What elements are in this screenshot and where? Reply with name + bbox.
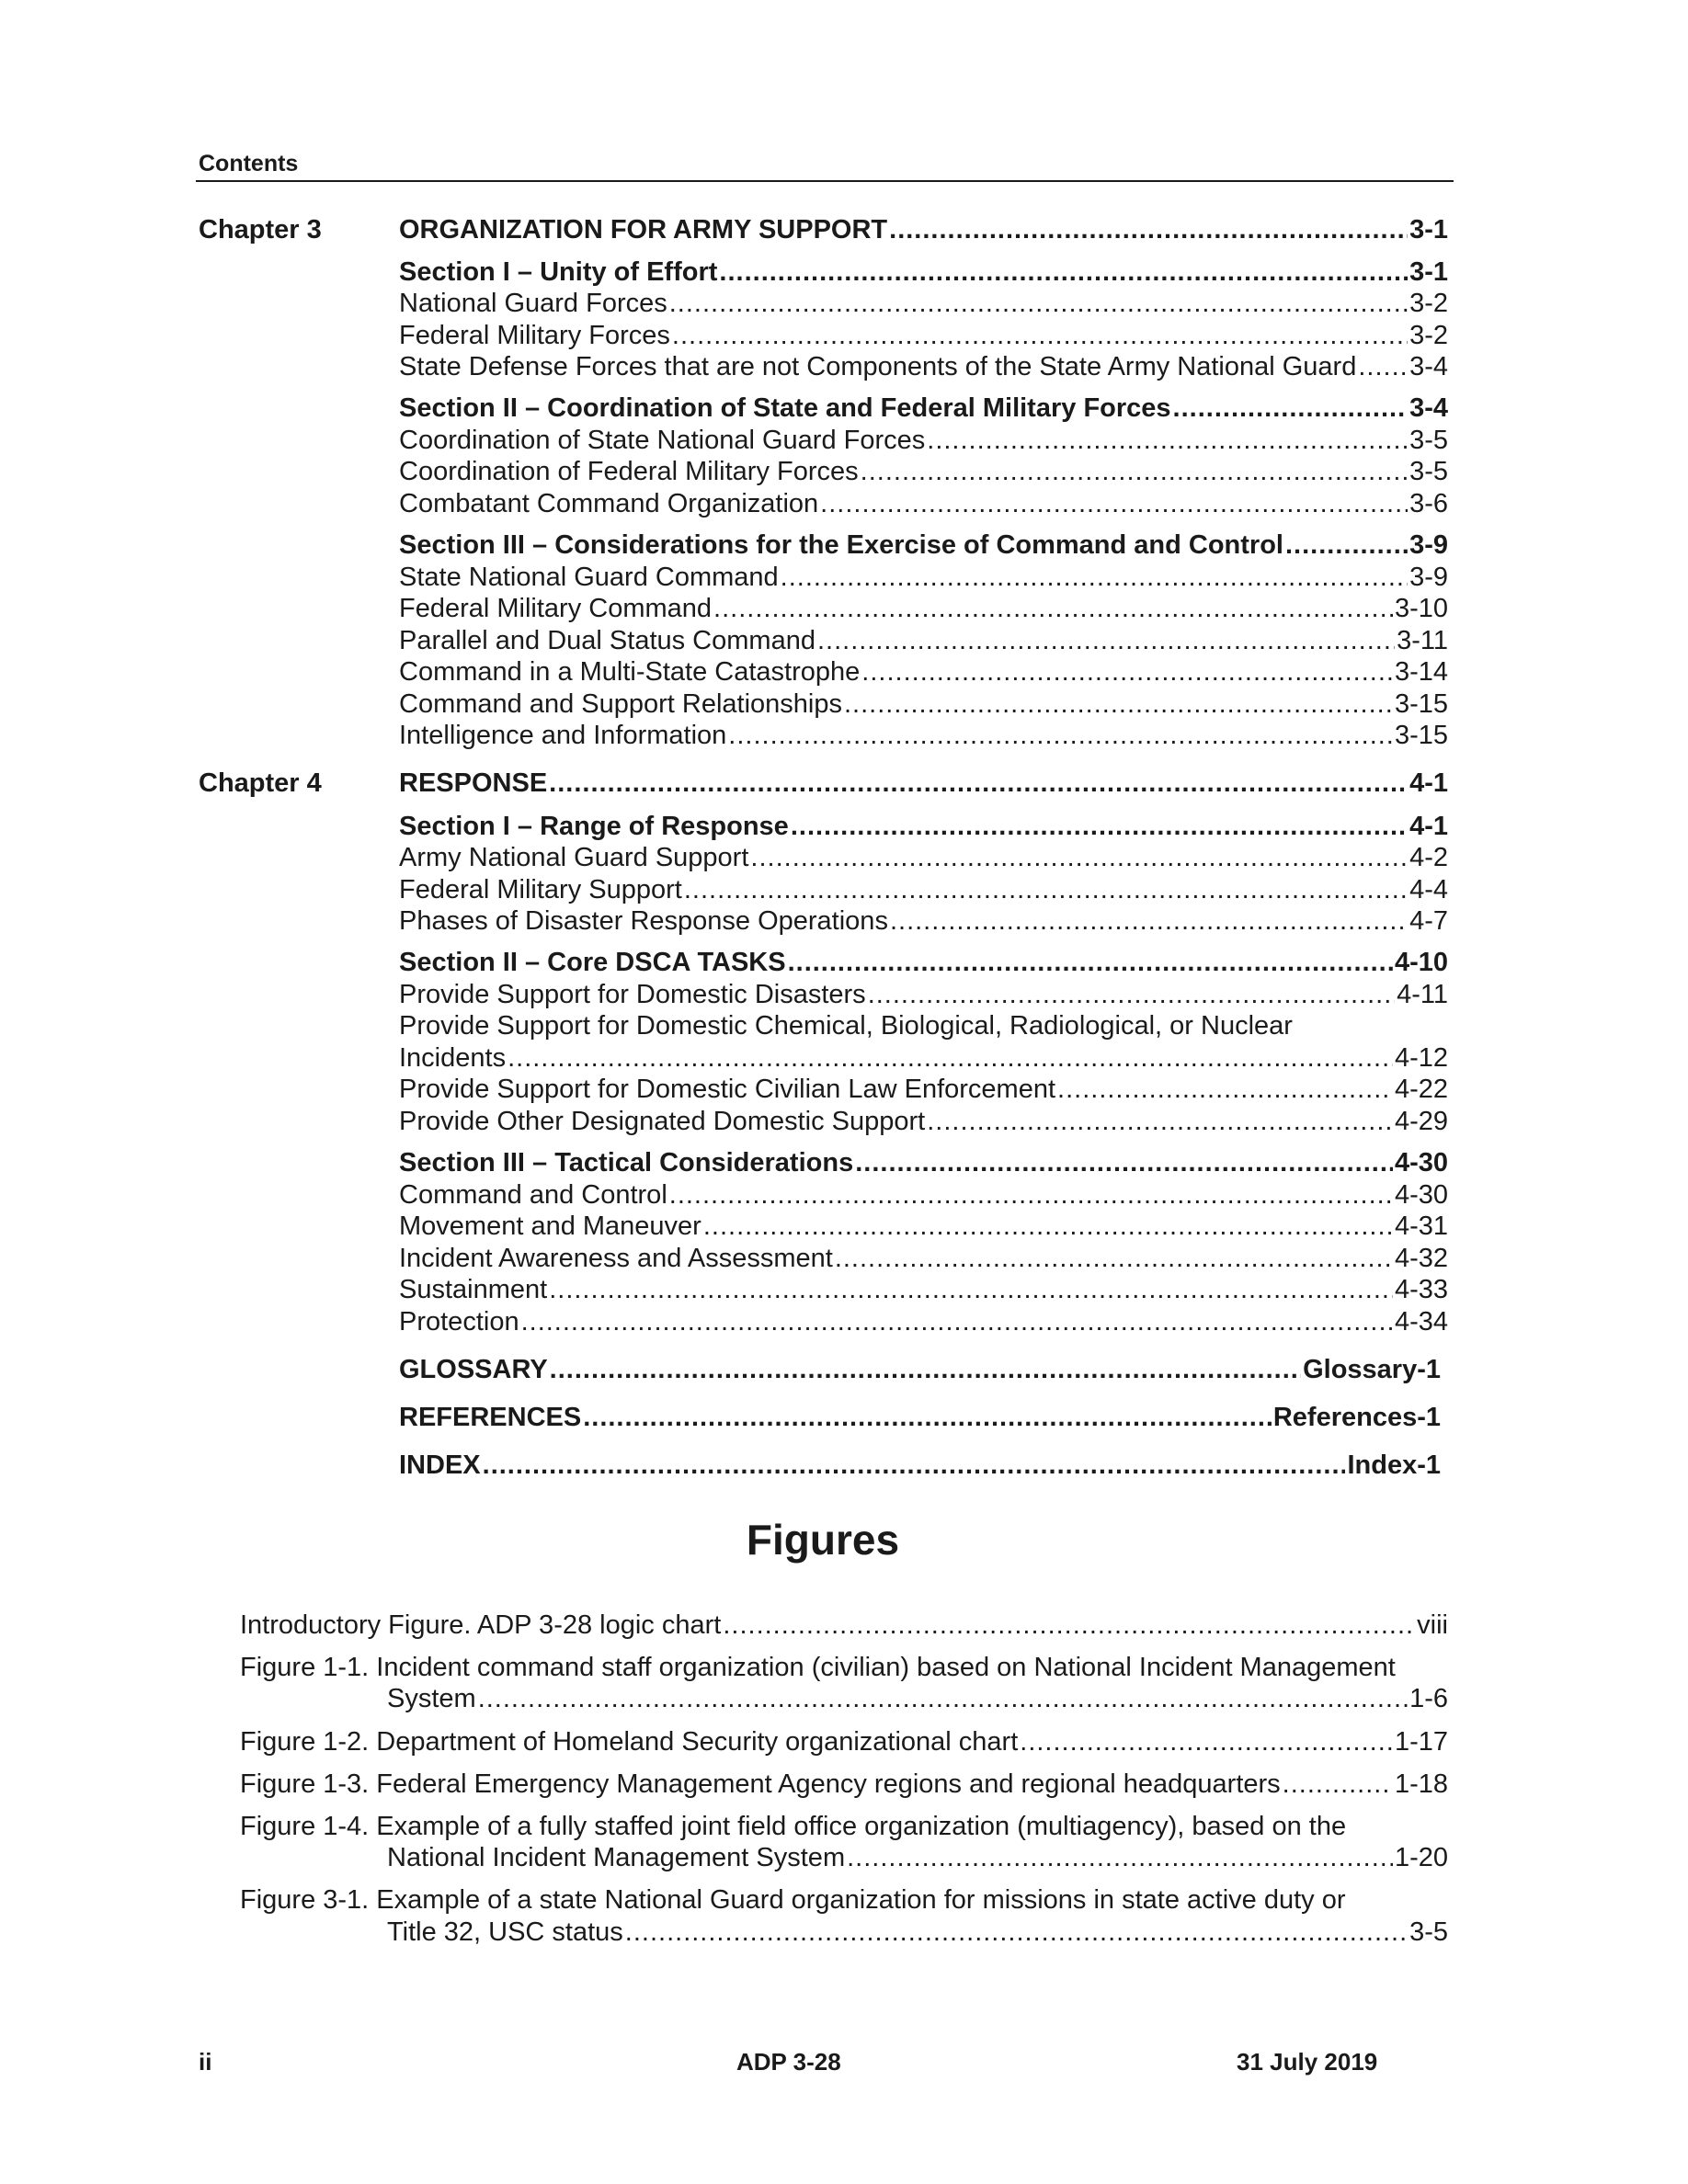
dot-leader xyxy=(868,980,1395,1009)
toc-entry[interactable] xyxy=(399,352,1448,381)
toc-title: Federal Military Forces xyxy=(399,321,670,350)
dot-leader xyxy=(669,1180,1393,1210)
toc-page: 4-4 xyxy=(1409,875,1448,904)
toc-title: State National Guard Command xyxy=(399,563,779,592)
toc-page: 3-1 xyxy=(1409,215,1448,245)
dot-leader xyxy=(750,843,1408,872)
dot-leader xyxy=(847,1843,1393,1872)
toc-page: 4-7 xyxy=(1409,906,1448,936)
dot-leader xyxy=(781,563,1408,592)
toc-page: 4-1 xyxy=(1409,768,1448,798)
toc-title: Coordination of Federal Military Forces xyxy=(399,457,859,486)
toc-entry-references[interactable] xyxy=(399,1403,1441,1432)
toc-title: Coordination of State National Guard Forces xyxy=(399,426,926,455)
chapter-4-label: Chapter 4 xyxy=(199,768,322,798)
toc-title: Command and Control xyxy=(399,1180,667,1210)
toc-entry[interactable] xyxy=(399,1244,1448,1273)
toc-page: 3-9 xyxy=(1409,563,1448,592)
toc-page: References-1 xyxy=(1272,1403,1441,1432)
toc-entry[interactable] xyxy=(399,875,1448,904)
figure-page: 1-18 xyxy=(1394,1769,1448,1799)
toc-title: Incidents xyxy=(399,1043,507,1073)
toc-entry[interactable] xyxy=(399,657,1448,687)
dot-leader xyxy=(478,1684,1408,1713)
toc-page: 3-5 xyxy=(1409,457,1448,486)
toc-entry[interactable] xyxy=(399,289,1448,318)
figure-title: System xyxy=(387,1684,476,1713)
toc-page: 4-12 xyxy=(1394,1043,1448,1073)
toc-page: 3-15 xyxy=(1394,721,1448,750)
toc-page: 4-30 xyxy=(1394,1148,1448,1177)
toc-title: Command in a Multi-State Catastrophe xyxy=(399,657,861,687)
toc-title: Movement and Maneuver xyxy=(399,1211,701,1241)
toc-title: INDEX xyxy=(399,1450,481,1480)
figure-entry[interactable] xyxy=(240,1727,1448,1757)
figure-entry-line1[interactable]: Figure 1-1. Incident command staff organization (civilian) based on National Incident Management xyxy=(240,1653,1396,1682)
toc-entry[interactable] xyxy=(399,1075,1448,1104)
toc-entry[interactable] xyxy=(399,321,1448,350)
toc-title: Phases of Disaster Response Operations xyxy=(399,906,888,936)
toc-title: Section II – Coordination of State and Federal Military Forces xyxy=(399,393,1171,423)
toc-page: 4-33 xyxy=(1394,1275,1448,1304)
toc-entry[interactable] xyxy=(399,906,1448,936)
footer-page-number: ii xyxy=(199,2048,212,2076)
toc-entry[interactable] xyxy=(399,1043,1448,1073)
footer-date: 31 July 2019 xyxy=(1237,2048,1378,2076)
toc-title: Federal Military Command xyxy=(399,594,713,623)
toc-title: National Guard Forces xyxy=(399,289,667,318)
toc-entry[interactable] xyxy=(399,426,1448,455)
dot-leader xyxy=(669,289,1408,318)
toc-page: 3-1 xyxy=(1409,257,1448,287)
figure-page: 1-20 xyxy=(1394,1843,1448,1872)
toc-entry[interactable] xyxy=(399,626,1448,655)
toc-page: Index-1 xyxy=(1347,1450,1441,1480)
dot-leader xyxy=(861,657,1393,687)
toc-page: 3-15 xyxy=(1394,689,1448,719)
page-header-label: Contents xyxy=(199,151,299,176)
dot-leader xyxy=(791,812,1408,841)
toc-title: State Defense Forces that are not Components of the State Army National Guard xyxy=(399,352,1357,381)
figure-entry-line1[interactable]: Figure 3-1. Example of a state National Guard organization for missions in state active duty or xyxy=(240,1885,1346,1915)
figure-title: Title 32, USC status xyxy=(387,1917,623,1947)
dot-leader xyxy=(1283,1769,1393,1799)
toc-title: REFERENCES xyxy=(399,1403,582,1432)
toc-entry-continued[interactable]: Provide Support for Domestic Chemical, Biological, Radiological, or Nuclear xyxy=(399,1011,1293,1041)
figure-entry[interactable] xyxy=(387,1684,1448,1713)
toc-entry[interactable] xyxy=(399,1211,1448,1241)
toc-page: 4-22 xyxy=(1394,1075,1448,1104)
toc-entry[interactable] xyxy=(399,489,1448,518)
toc-title: Section II – Core DSCA TASKS xyxy=(399,948,786,977)
toc-page: 4-11 xyxy=(1397,980,1448,1009)
toc-entry[interactable] xyxy=(399,215,1448,245)
toc-entry[interactable] xyxy=(399,948,1448,977)
dot-leader xyxy=(549,1275,1393,1304)
toc-title: Sustainment xyxy=(399,1275,548,1304)
dot-leader xyxy=(927,426,1408,455)
dot-leader xyxy=(1358,352,1408,381)
toc-page: 4-30 xyxy=(1394,1180,1448,1210)
toc-title: GLOSSARY xyxy=(399,1355,548,1384)
toc-page: 3-2 xyxy=(1409,289,1448,318)
dot-leader xyxy=(890,906,1408,936)
figure-page: 1-6 xyxy=(1409,1684,1448,1713)
figure-title: Figure 1-2. Department of Homeland Security organizational chart xyxy=(240,1727,1019,1757)
dot-leader xyxy=(549,768,1408,798)
toc-page: 3-6 xyxy=(1409,489,1448,518)
toc-entry[interactable] xyxy=(399,530,1448,560)
dot-leader xyxy=(889,215,1408,245)
header-rule xyxy=(196,180,1454,182)
dot-leader xyxy=(1020,1727,1393,1757)
toc-entry[interactable] xyxy=(399,1180,1448,1210)
dot-leader xyxy=(1057,1075,1393,1104)
dot-leader xyxy=(583,1403,1272,1432)
figure-entry-line1[interactable]: Figure 1-4. Example of a fully staffed joint field office organization (multiagency), based on the xyxy=(240,1812,1347,1841)
dot-leader xyxy=(719,257,1408,287)
dot-leader xyxy=(684,875,1408,904)
toc-title: Section III – Tactical Considerations xyxy=(399,1148,854,1177)
toc-title: Parallel and Dual Status Command xyxy=(399,626,815,655)
dot-leader xyxy=(672,321,1408,350)
toc-title: Section I – Unity of Effort xyxy=(399,257,718,287)
toc-entry-glossary[interactable] xyxy=(399,1355,1441,1384)
chapter-3-label: Chapter 3 xyxy=(199,215,322,245)
dot-leader xyxy=(788,948,1393,977)
toc-entry[interactable] xyxy=(399,1107,1448,1136)
toc-title: Protection xyxy=(399,1307,519,1337)
toc-title: Provide Support for Domestic Disasters xyxy=(399,980,866,1009)
dot-leader xyxy=(728,721,1393,750)
toc-page: 4-10 xyxy=(1394,948,1448,977)
toc-page: 3-2 xyxy=(1409,321,1448,350)
toc-title: Intelligence and Information xyxy=(399,721,727,750)
toc-title: Federal Military Support xyxy=(399,875,682,904)
dot-leader xyxy=(835,1244,1393,1273)
toc-title: Incident Awareness and Assessment xyxy=(399,1244,833,1273)
toc-entry[interactable] xyxy=(399,594,1448,623)
footer-publication: ADP 3-28 xyxy=(736,2048,841,2076)
toc-page: 3-5 xyxy=(1409,426,1448,455)
toc-entry[interactable] xyxy=(399,457,1448,486)
figure-title: Figure 1-3. Federal Emergency Management Agency regions and regional headquarters xyxy=(240,1769,1281,1799)
figure-page: 3-5 xyxy=(1409,1917,1448,1947)
figure-entry[interactable] xyxy=(240,1610,1448,1640)
toc-title: Command and Support Relationships xyxy=(399,689,842,719)
dot-leader xyxy=(1285,530,1408,560)
toc-page: 3-10 xyxy=(1394,594,1448,623)
toc-entry[interactable] xyxy=(399,843,1448,872)
toc-page: 4-1 xyxy=(1409,812,1448,841)
toc-page: 4-32 xyxy=(1394,1244,1448,1273)
toc-page: 3-4 xyxy=(1409,352,1448,381)
dot-leader xyxy=(927,1107,1393,1136)
figure-entry[interactable] xyxy=(387,1843,1448,1872)
dot-leader xyxy=(625,1917,1408,1947)
toc-page: 3-11 xyxy=(1397,626,1448,655)
toc-entry[interactable] xyxy=(399,1275,1448,1304)
dot-leader xyxy=(703,1211,1393,1241)
toc-page: 4-31 xyxy=(1394,1211,1448,1241)
figure-title: Introductory Figure. ADP 3-28 logic chart xyxy=(240,1610,722,1640)
toc-page: 4-34 xyxy=(1394,1307,1448,1337)
toc-entry[interactable] xyxy=(399,257,1448,287)
dot-leader xyxy=(508,1043,1393,1073)
figure-title: National Incident Management System xyxy=(387,1843,846,1872)
toc-entry[interactable] xyxy=(399,721,1448,750)
figure-entry[interactable] xyxy=(387,1917,1448,1947)
dot-leader xyxy=(844,689,1393,719)
toc-entry-index[interactable] xyxy=(399,1450,1441,1480)
toc-entry[interactable] xyxy=(399,1307,1448,1337)
dot-leader xyxy=(521,1307,1393,1337)
figure-page: viii xyxy=(1417,1610,1448,1640)
toc-page: 3-4 xyxy=(1409,393,1448,423)
figure-page: 1-17 xyxy=(1394,1727,1448,1757)
toc-title: Section III – Considerations for the Exercise of Command and Control xyxy=(399,530,1283,560)
toc-title: Provide Support for Domestic Civilian Law Enforcement xyxy=(399,1075,1056,1104)
dot-leader xyxy=(723,1610,1415,1640)
toc-entry[interactable] xyxy=(399,1148,1448,1177)
toc-entry[interactable] xyxy=(399,563,1448,592)
toc-entry[interactable] xyxy=(399,768,1448,798)
dot-leader xyxy=(550,1355,1301,1384)
toc-page: 3-9 xyxy=(1409,530,1448,560)
dot-leader xyxy=(820,489,1408,518)
dot-leader xyxy=(861,457,1408,486)
toc-title: Provide Other Designated Domestic Support xyxy=(399,1107,926,1136)
dot-leader xyxy=(817,626,1395,655)
toc-entry[interactable] xyxy=(399,980,1448,1009)
figure-entry[interactable] xyxy=(240,1769,1448,1799)
dot-leader xyxy=(483,1450,1346,1480)
toc-title: Section I – Range of Response xyxy=(399,812,789,841)
toc-entry[interactable] xyxy=(399,689,1448,719)
toc-title: ORGANIZATION FOR ARMY SUPPORT xyxy=(399,215,888,245)
toc-title: RESPONSE xyxy=(399,768,548,798)
toc-page: 3-14 xyxy=(1394,657,1448,687)
toc-page: Glossary-1 xyxy=(1303,1355,1441,1384)
toc-page: 4-29 xyxy=(1394,1107,1448,1136)
dot-leader xyxy=(713,594,1393,623)
toc-entry[interactable] xyxy=(399,393,1448,423)
toc-entry[interactable] xyxy=(399,812,1448,841)
dot-leader xyxy=(1173,393,1409,423)
toc-title: Combatant Command Organization xyxy=(399,489,819,518)
dot-leader xyxy=(855,1148,1393,1177)
toc-page: 4-2 xyxy=(1409,843,1448,872)
toc-title: Army National Guard Support xyxy=(399,843,749,872)
figures-heading: Figures xyxy=(746,1516,900,1564)
